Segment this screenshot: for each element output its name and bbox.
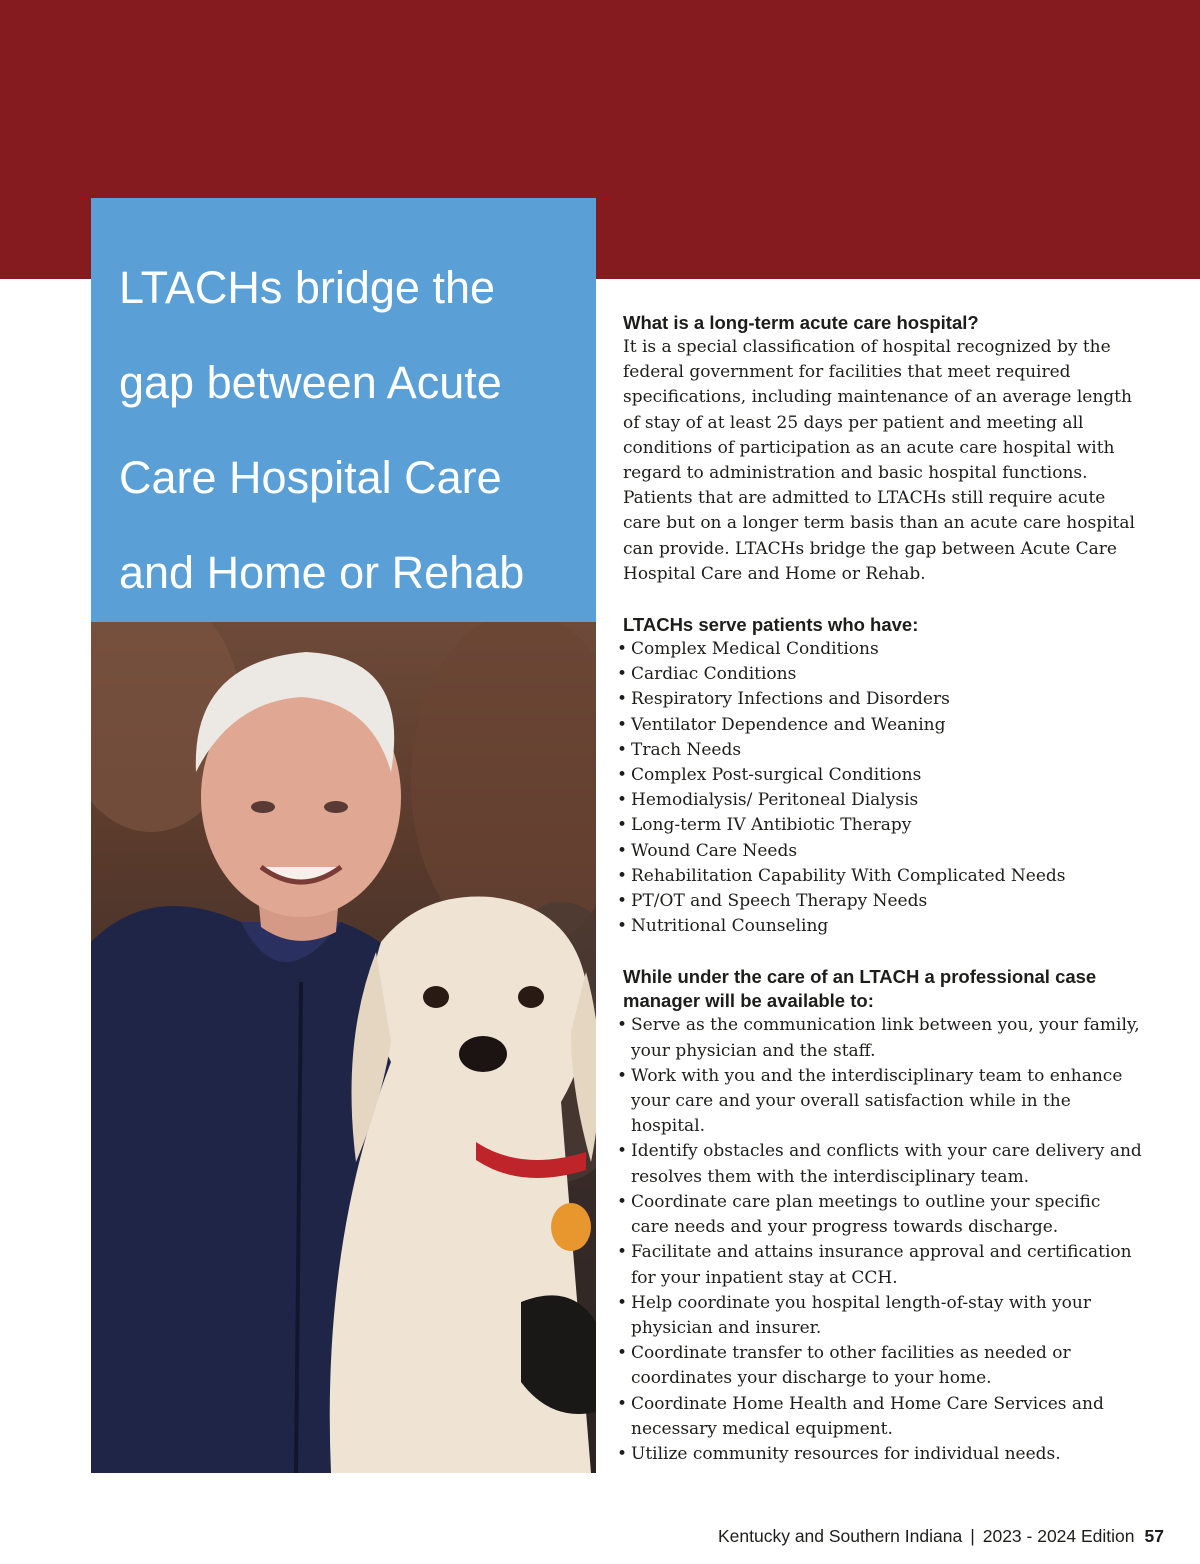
- list-item: • Help coordinate you hospital length-of-stay with your physician and insurer.: [623, 1291, 1143, 1341]
- headline: LTACHs bridge the gap between Acute Care Hospital Care and Home or Rehab: [119, 262, 525, 598]
- list-item: • Coordinate transfer to other facilities as needed or coordinates your discharge to your home.: [623, 1341, 1143, 1391]
- case-manager-list: [623, 1013, 1143, 1467]
- patients-section: [623, 613, 1143, 939]
- patients-heading: LTACHs serve patients who have:: [623, 614, 919, 636]
- list-item: • Utilize community resources for individual needs.: [623, 1442, 1143, 1467]
- list-item: • Facilitate and attains insurance approval and certification for your inpatient stay at CCH.: [623, 1240, 1143, 1290]
- list-item: • Identify obstacles and conflicts with your care delivery and resolves them with the interdisciplinary team.: [623, 1139, 1143, 1189]
- headline-box: [91, 198, 596, 622]
- footer-separator: |: [970, 1526, 975, 1546]
- definition-body: It is a special classification of hospital recognized by the federal government for facilities that meet required specifications, including maintenance of an average length of stay of at least 25 days per patient and meeting all conditions of participation as an acute care hospital with regard to administration and basic hospital functions. Patients that are admitted to LTACHs still require acute care but on a longer term basis than an acute care hospital can provide. LTACHs bridge the gap between Acute Care Hospital Care and Home or Rehab.: [623, 337, 1135, 584]
- list-item: • Ventilator Dependence and Weaning: [623, 713, 1143, 738]
- list-item: • Coordinate Home Health and Home Care Services and necessary medical equipment.: [623, 1392, 1143, 1442]
- list-item: • Rehabilitation Capability With Complicated Needs: [623, 864, 1143, 889]
- photo-illustration: [91, 622, 596, 1473]
- list-item: • Trach Needs: [623, 738, 1143, 763]
- footer-edition: 2023 - 2024 Edition: [982, 1526, 1135, 1546]
- list-item: • Cardiac Conditions: [623, 662, 1143, 687]
- list-item: • Coordinate care plan meetings to outline your specific care needs and your progress towards discharge.: [623, 1190, 1143, 1240]
- page-number: 57: [1144, 1526, 1164, 1546]
- page-footer: [718, 1526, 1164, 1547]
- photo-man-with-dog: [91, 622, 596, 1473]
- definition-heading: What is a long-term acute care hospital?: [623, 312, 979, 333]
- footer-region: Kentucky and Southern Indiana: [717, 1526, 963, 1546]
- list-item: • Nutritional Counseling: [623, 914, 1143, 939]
- list-item: • Complex Post-surgical Conditions: [623, 763, 1143, 788]
- article-content: [623, 311, 1143, 1493]
- list-item: • Complex Medical Conditions: [623, 637, 1143, 662]
- definition-section: [623, 311, 1143, 587]
- list-item: • Serve as the communication link between you, your family, your physician and the staff.: [623, 1013, 1143, 1063]
- list-item: • Work with you and the interdisciplinary team to enhance your care and your overall satisfaction while in the hospital.: [623, 1064, 1143, 1140]
- list-item: • PT/OT and Speech Therapy Needs: [623, 889, 1143, 914]
- list-item: • Wound Care Needs: [623, 839, 1143, 864]
- patients-list: [623, 637, 1143, 939]
- case-manager-heading: While under the care of an LTACH a professional case manager will be available to:: [623, 966, 1097, 1012]
- case-manager-section: [623, 965, 1143, 1467]
- list-item: • Long-term IV Antibiotic Therapy: [623, 813, 1143, 838]
- list-item: • Hemodialysis/ Peritoneal Dialysis: [623, 788, 1143, 813]
- list-item: • Respiratory Infections and Disorders: [623, 687, 1143, 712]
